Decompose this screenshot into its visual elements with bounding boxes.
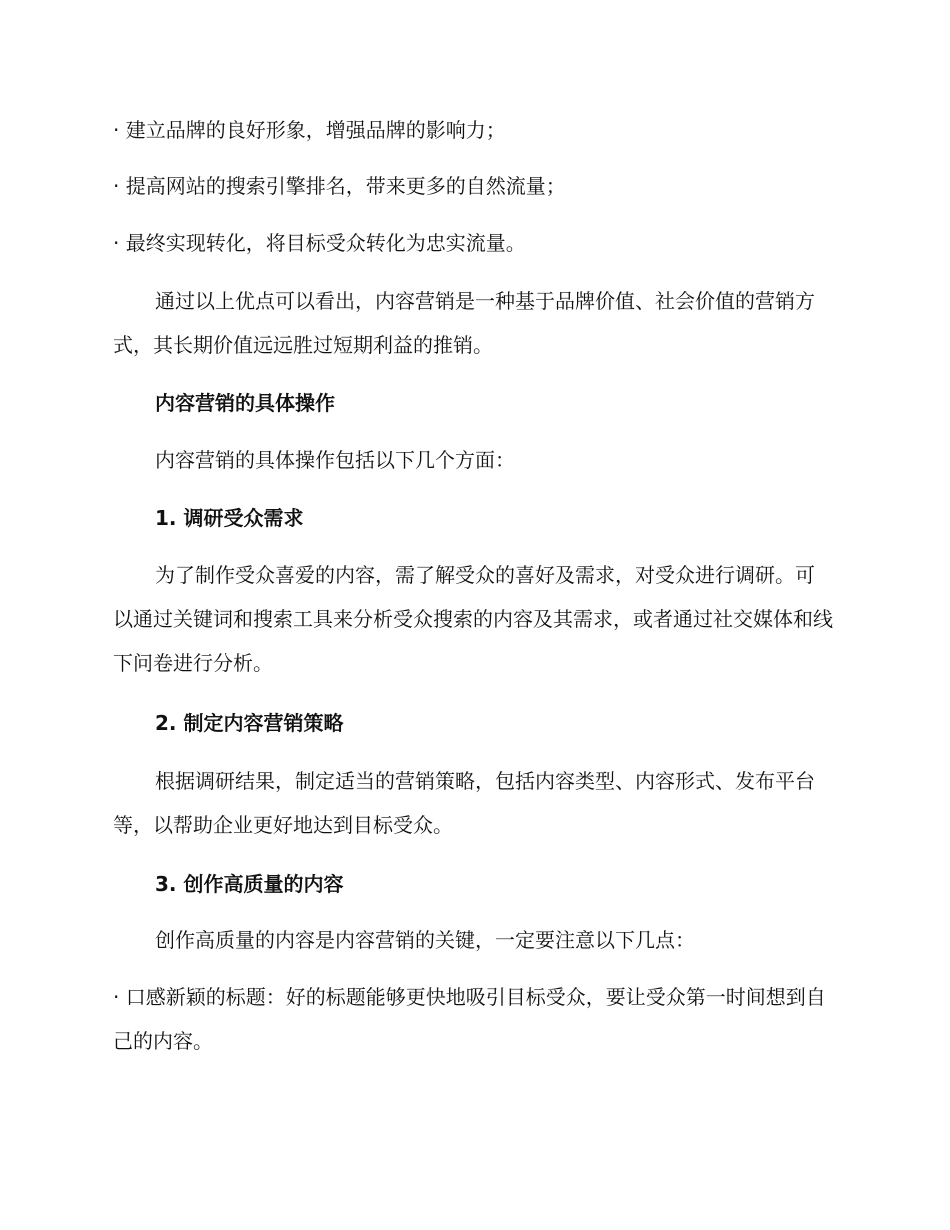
step-3-heading: 3. 创作高质量的内容 (155, 872, 344, 896)
bullet-item-conversion: · 最终实现转化，将目标受众转化为忠实流量。 (113, 231, 526, 255)
step-1-heading: 1. 调研受众需求 (155, 506, 304, 530)
section-intro: 内容营销的具体操作包括以下几个方面： (155, 448, 515, 472)
bullet-item-brand-image: · 建立品牌的良好形象，增强品牌的影响力； (113, 118, 506, 142)
section-heading: 内容营销的具体操作 (155, 391, 335, 415)
step-2-heading: 2. 制定内容营销策略 (155, 711, 344, 735)
step-3-body: 创作高质量的内容是内容营销的关键，一定要注意以下几点： (155, 928, 695, 952)
summary-paragraph: 通过以上优点可以看出，内容营销是一种基于品牌价值、社会价值的营销方式，其长期价值远远胜过短期利益的推销。 (113, 289, 815, 357)
step-1-body: 为了制作受众喜爱的内容，需了解受众的喜好及需求，对受众进行调研。可以通过关键词和搜索工具来分析受众搜索的内容及其需求，或者通过社交媒体和线下问卷进行分析。 (113, 563, 833, 675)
bullet-item-title: · 口感新颖的标题：好的标题能够更快地吸引目标受众，要让受众第一时间想到自己的内容。 (113, 985, 826, 1053)
step-2-body: 根据调研结果，制定适当的营销策略，包括内容类型、内容形式、发布平台等，以帮助企业更好地达到目标受众。 (113, 769, 815, 837)
bullet-item-search-ranking: · 提高网站的搜索引擎排名，带来更多的自然流量； (113, 174, 566, 198)
